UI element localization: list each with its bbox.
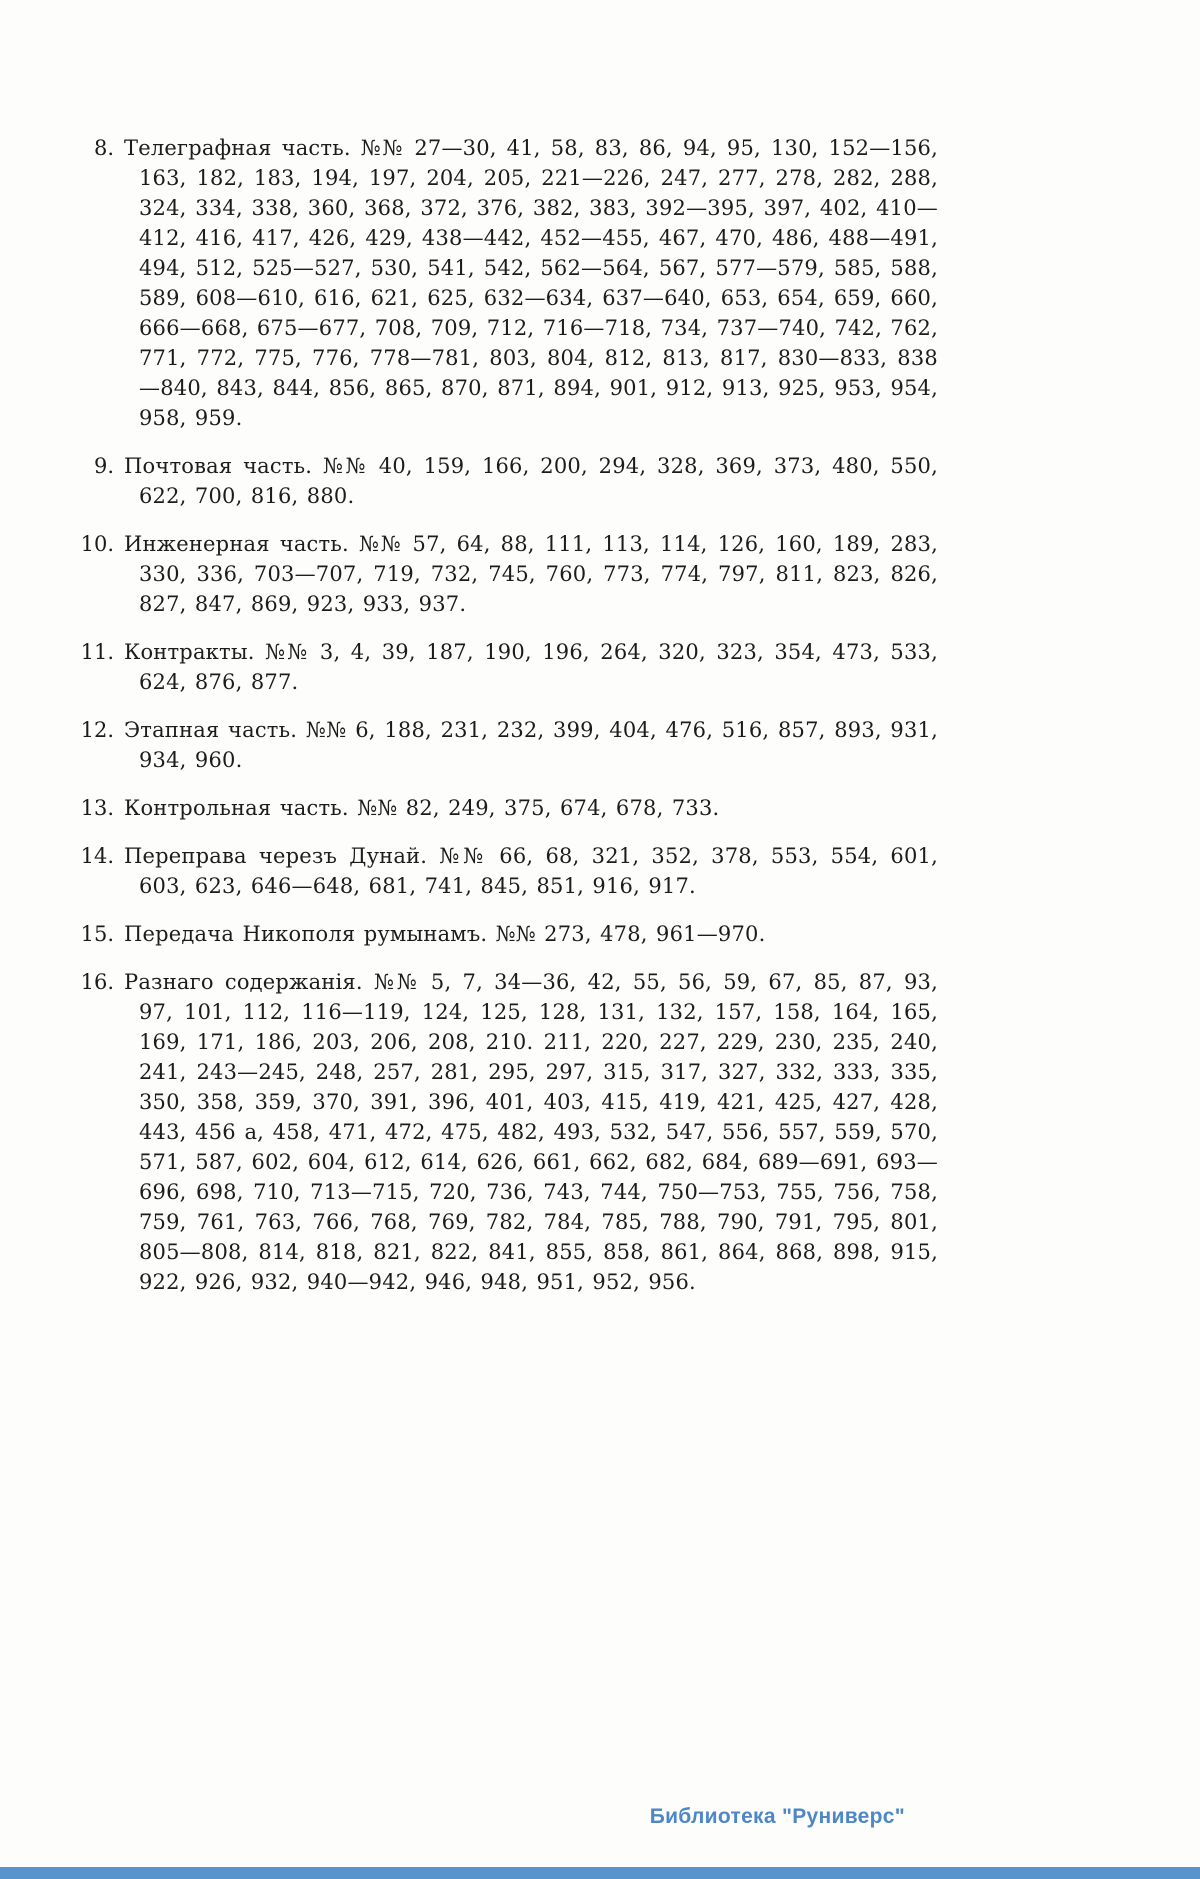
entry-number: 14. <box>80 844 114 868</box>
entry-title: Этапная часть. <box>124 718 298 742</box>
entry-number: 8. <box>93 136 114 160</box>
index-entry <box>72 967 938 1297</box>
footer-bar <box>0 1867 1200 1879</box>
entry-references: №№ 3, 4, 39, 187, 190, 196, 264, 320, 323, 354, 473, 533, 624, 876, 877. <box>139 640 938 694</box>
index-entry <box>72 451 938 511</box>
entry-number: 12. <box>80 718 114 742</box>
entry-title: Разнаго содержанія. <box>124 970 363 994</box>
entry-title: Переправа черезъ Дунай. <box>124 844 428 868</box>
entry-body <box>124 967 938 1297</box>
entry-references: №№ 57, 64, 88, 111, 113, 114, 126, 160, 189, 283, 330, 336, 703—707, 719, 732, 745, 760, 773, 774, 797, 811, 823, 826, 827, 847, 869, 923, 933, 937. <box>139 532 939 616</box>
index-entry <box>72 133 938 433</box>
entry-references: №№ 66, 68, 321, 352, 378, 553, 554, 601, 603, 623, 646—648, 681, 741, 845, 851, 916, 917. <box>139 844 938 898</box>
entry-references: №№ 5, 7, 34—36, 42, 55, 56, 59, 67, 85, 87, 93, 97, 101, 112, 116—119, 124, 125, 128, 131, 132, 157, 158, 164, 165, 169, 171, 186, 203, 206, 208, 210. 211, 220, 227, 229, 230, 235, 240, 241, 243—245, 248, 257, 281, 295, 297, 315, 317, 327, 332, 333, 335, 350, 358, 359, 370, 391, 396, 401, 403, 415, 419, 421, 425, 427, 428, 443, 456 а, 458, 471, 472, 475, 482, 493, 532, 547, 556, 557, 559, 570, 571, 587, 602, 604, 612, 614, 626, 661, 662, 682, 684, 689—691, 693—696, 698, 710, 713—715, 720, 736, 743, 744, 750—753, 755, 756, 758, 759, 761, 763, 766, 768, 769, 782, 784, 785, 788, 790, 791, 795, 801, 805—808, 814, 818, 821, 822, 841, 855, 858, 861, 864, 868, 898, 915, 922, 926, 932, 940—942, 946, 948, 951, 952, 956. <box>139 970 938 1294</box>
entry-title: Телеграфная часть. <box>124 136 351 160</box>
index-entry <box>72 793 938 823</box>
entry-references: №№ 82, 249, 375, 674, 678, 733. <box>357 796 720 820</box>
entry-title: Контракты. <box>124 640 255 664</box>
entry-title: Контрольная часть. <box>124 796 349 820</box>
entry-body <box>124 451 938 511</box>
entry-body <box>124 133 938 433</box>
index-entry <box>72 715 938 775</box>
entry-references: №№ 6, 188, 231, 232, 399, 404, 476, 516, 857, 893, 931, 934, 960. <box>139 718 938 772</box>
entry-number: 15. <box>80 922 114 946</box>
entry-number: 9. <box>93 454 114 478</box>
index-entry <box>72 529 938 619</box>
entry-body <box>124 919 938 949</box>
entry-body <box>124 841 938 901</box>
entry-number: 13. <box>80 796 114 820</box>
index-entry <box>72 841 938 901</box>
index-list <box>72 133 938 1315</box>
entry-references: №№ 40, 159, 166, 200, 294, 328, 369, 373, 480, 550, 622, 700, 816, 880. <box>139 454 938 508</box>
index-entry <box>72 919 938 949</box>
entry-references: №№ 27—30, 41, 58, 83, 86, 94, 95, 130, 152—156, 163, 182, 183, 194, 197, 204, 205, 221—226, 247, 277, 278, 282, 288, 324, 334, 338, 360, 368, 372, 376, 382, 383, 392—395, 397, 402, 410—412, 416, 417, 426, 429, 438—442, 452—455, 467, 470, 486, 488—491, 494, 512, 525—527, 530, 541, 542, 562—564, 567, 577—579, 585, 588, 589, 608—610, 616, 621, 625, 632—634, 637—640, 653, 654, 659, 660, 666—668, 675—677, 708, 709, 712, 716—718, 734, 737—740, 742, 762, 771, 772, 775, 776, 778—781, 803, 804, 812, 813, 817, 830—833, 838—840, 843, 844, 856, 865, 870, 871, 894, 901, 912, 913, 925, 953, 954, 958, 959. <box>139 136 938 430</box>
library-watermark: Библиотека "Руниверс" <box>649 1805 905 1828</box>
entry-number: 16. <box>80 970 114 994</box>
entry-number: 10. <box>80 532 114 556</box>
entry-body <box>124 637 938 697</box>
entry-title: Передача Никополя румынамъ. <box>124 922 488 946</box>
entry-body <box>124 715 938 775</box>
entry-number: 11. <box>80 640 114 664</box>
entry-title: Почтовая часть. <box>124 454 313 478</box>
entry-references: №№ 273, 478, 961—970. <box>495 922 766 946</box>
entry-body <box>124 529 938 619</box>
entry-body <box>124 793 938 823</box>
entry-title: Инженерная часть. <box>124 532 349 556</box>
index-entry <box>72 637 938 697</box>
